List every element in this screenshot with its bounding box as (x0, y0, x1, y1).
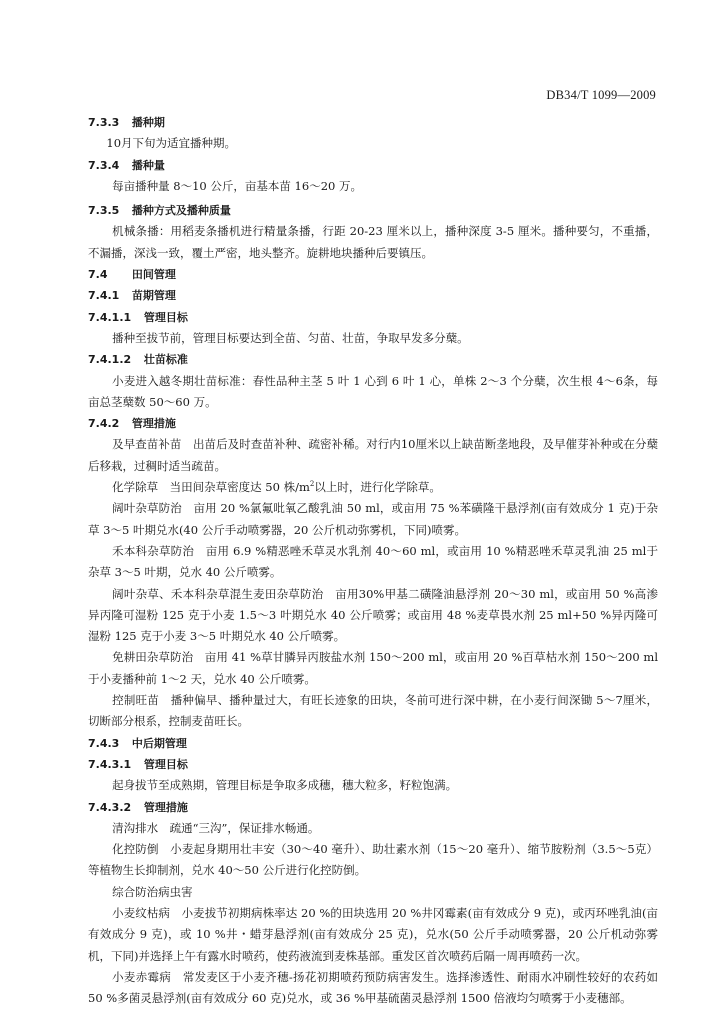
section-title: 播种期 (131, 116, 165, 129)
paragraph: 综合防治病虫害 (112, 884, 193, 899)
paragraph: 机械条播：用稻麦条播机进行精量条播，行距 20-23 厘米以上，播种深度 3-5 厘米。播种要匀，不重播，不漏播，深浅一致，覆土严密，地头整齐。旋耕地块播种后要镇压。 (88, 224, 658, 260)
heading-7-4-1-2 (88, 349, 658, 370)
paragraph: 控制旺苗 播种偏早、播种量过大，有旺长迹象的田块，冬前可进行深中耕，在小麦行间深锄 5～7厘米，切断部分根系，控制麦苗旺长。 (88, 693, 658, 729)
section-number: 7.4.3 (88, 736, 120, 750)
paragraph: 起身拔节至成熟期，管理目标是争取多成穗，穗大粒多，籽粒饱满。 (112, 778, 458, 793)
paragraph: 小麦进入越冬期壮苗标准：春性品种主茎 5 叶 1 心到 6 叶 1 心，单株 2～3 个分蘖，次生根 4～6条，每亩总茎蘖数 50～60 万。 (88, 373, 658, 409)
document-body (88, 112, 658, 1009)
text-run: 以上时，进行化学除草。 (314, 480, 441, 495)
section-title: 田间管理 (131, 268, 176, 282)
text-run: 化学除草 当田间杂草密度达 50 株/m (112, 480, 310, 495)
section-number: 7.4.3.2 (88, 800, 132, 814)
section-number: 7.4.1 (88, 289, 120, 303)
section-number: 7.3.5 (88, 204, 120, 218)
paragraph: 小麦纹枯病 小麦拔节初期病株率达 20 %的田块选用 20 %井冈霉素(亩有效成分 9 克)，或丙环唑乳油(亩有效成分 9 克)，或 10 %井・蜡芽悬浮剂(亩有效成分 25 克)，兑水(50 公斤手动喷雾器，20 公斤机动弥雾机，下同)并选择上午有露水时喷药，使药液流到麦株基部。重发区首次喷药后隔一周再喷药一次。 (88, 905, 658, 963)
heading-7-4-3-2 (88, 797, 658, 818)
paragraph: 禾本科杂草防治 亩用 6.9 %精恶唑禾草灵水乳剂 40～60 ml，或亩用 10 %精恶唑禾草灵乳油 25 ml于杂草 3～5 叶期，兑水 40 公斤喷雾。 (88, 543, 658, 580)
paragraph: 清沟排水 疏通“三沟”，保证排水畅通。 (112, 820, 320, 835)
paragraph: 及早查苗补苗 出苗后及时查苗补种、疏密补稀。对行内10厘米以上缺苗断垄地段，及早催芽补种或在分蘖后移栽，过稠时适当疏苗。 (88, 437, 658, 473)
section-number: 7.3.4 (88, 158, 120, 172)
section-number: 7.4.1.2 (88, 353, 132, 367)
section-number: 7.4.1.1 (88, 310, 132, 324)
paragraph: 阔叶杂草防治 亩用 20 %氯氟吡氧乙酸乳油 50 ml，或亩用 75 %苯磺隆干悬浮剂(亩有效成分 1 克)于杂草 3～5 叶期兑水(40 公斤手动喷雾器，20 公斤机动弥雾机，下同)喷雾。 (88, 501, 658, 537)
section-title: 苗期管理 (131, 289, 176, 303)
section-number: 7.3.3 (88, 116, 120, 129)
section-title: 管理措施 (131, 417, 176, 431)
superscript: 2 (309, 480, 315, 489)
heading-7-3-4 (88, 155, 658, 176)
heading-7-4-2 (88, 413, 658, 434)
heading-7-4-3-1 (88, 754, 658, 775)
section-title: 中后期管理 (131, 736, 187, 750)
paragraph: 10月下旬为适宜播种期。 (106, 136, 237, 151)
paragraph-chemical-weeding (88, 477, 658, 498)
section-title: 管理目标 (143, 757, 188, 771)
paragraph: 阔叶杂草、禾本科杂草混生麦田杂草防治 亩用30%甲基二磺隆油悬浮剂 20～30 ml，或亩用 50 %高渗异丙隆可湿粉 125 克于小麦 1.5～3 叶期兑水 40 公斤喷雾；或亩用 48 %麦草畏水剂 25 ml+50 %异丙隆可湿粉 125 克于小麦 3～5 叶期兑水 40 公斤喷雾。 (88, 586, 658, 644)
section-title: 管理措施 (143, 800, 188, 814)
section-number: 7.4 (88, 268, 108, 282)
standard-code: DB34/T 1099—2009 (546, 88, 656, 102)
heading-7-3-5 (88, 200, 658, 221)
heading-7-4 (88, 264, 658, 285)
paragraph: 小麦赤霉病 常发麦区于小麦齐穗-扬花初期喷药预防病害发生。选择渗透性、耐雨水冲刷性较好的农药如 50 %多菌灵悬浮剂(亩有效成分 60 克)兑水，或 36 %甲基硫菌灵悬浮剂 1500 倍液均匀喷雾于小麦穗部。 (88, 969, 658, 1006)
paragraph: 播种至拔节前，管理目标要达到全苗、匀苗、壮苗，争取早发多分蘖。 (112, 330, 469, 345)
section-title: 壮苗标准 (143, 353, 188, 367)
paragraph: 每亩播种量 8～10 公斤，亩基本苗 16～20 万。 (112, 178, 362, 193)
section-title: 播种量 (131, 158, 165, 172)
paragraph: 化控防倒 小麦起身期用壮丰安（30～40 毫升）、助壮素水剂（15～20 毫升）、缩节胺粉剂（3.5～5克）等植物生长抑制剂，兑水 40～50 公斤进行化控防倒。 (88, 842, 658, 878)
section-title: 播种方式及播种质量 (131, 204, 231, 218)
heading-7-4-1-1 (88, 307, 658, 328)
section-number: 7.4.3.1 (88, 757, 132, 771)
heading-7-4-3 (88, 733, 658, 754)
heading-7-3-3 (88, 112, 658, 133)
section-title: 管理目标 (143, 310, 188, 324)
heading-7-4-1 (88, 285, 658, 306)
section-number: 7.4.2 (88, 417, 120, 431)
paragraph: 免耕田杂草防治 亩用 41 %草甘膦异丙胺盐水剂 150～200 ml，或亩用 20 %百草枯水剂 150～200 ml于小麦播种前 1～2 天，兑水 40 公斤喷雾。 (88, 650, 658, 686)
